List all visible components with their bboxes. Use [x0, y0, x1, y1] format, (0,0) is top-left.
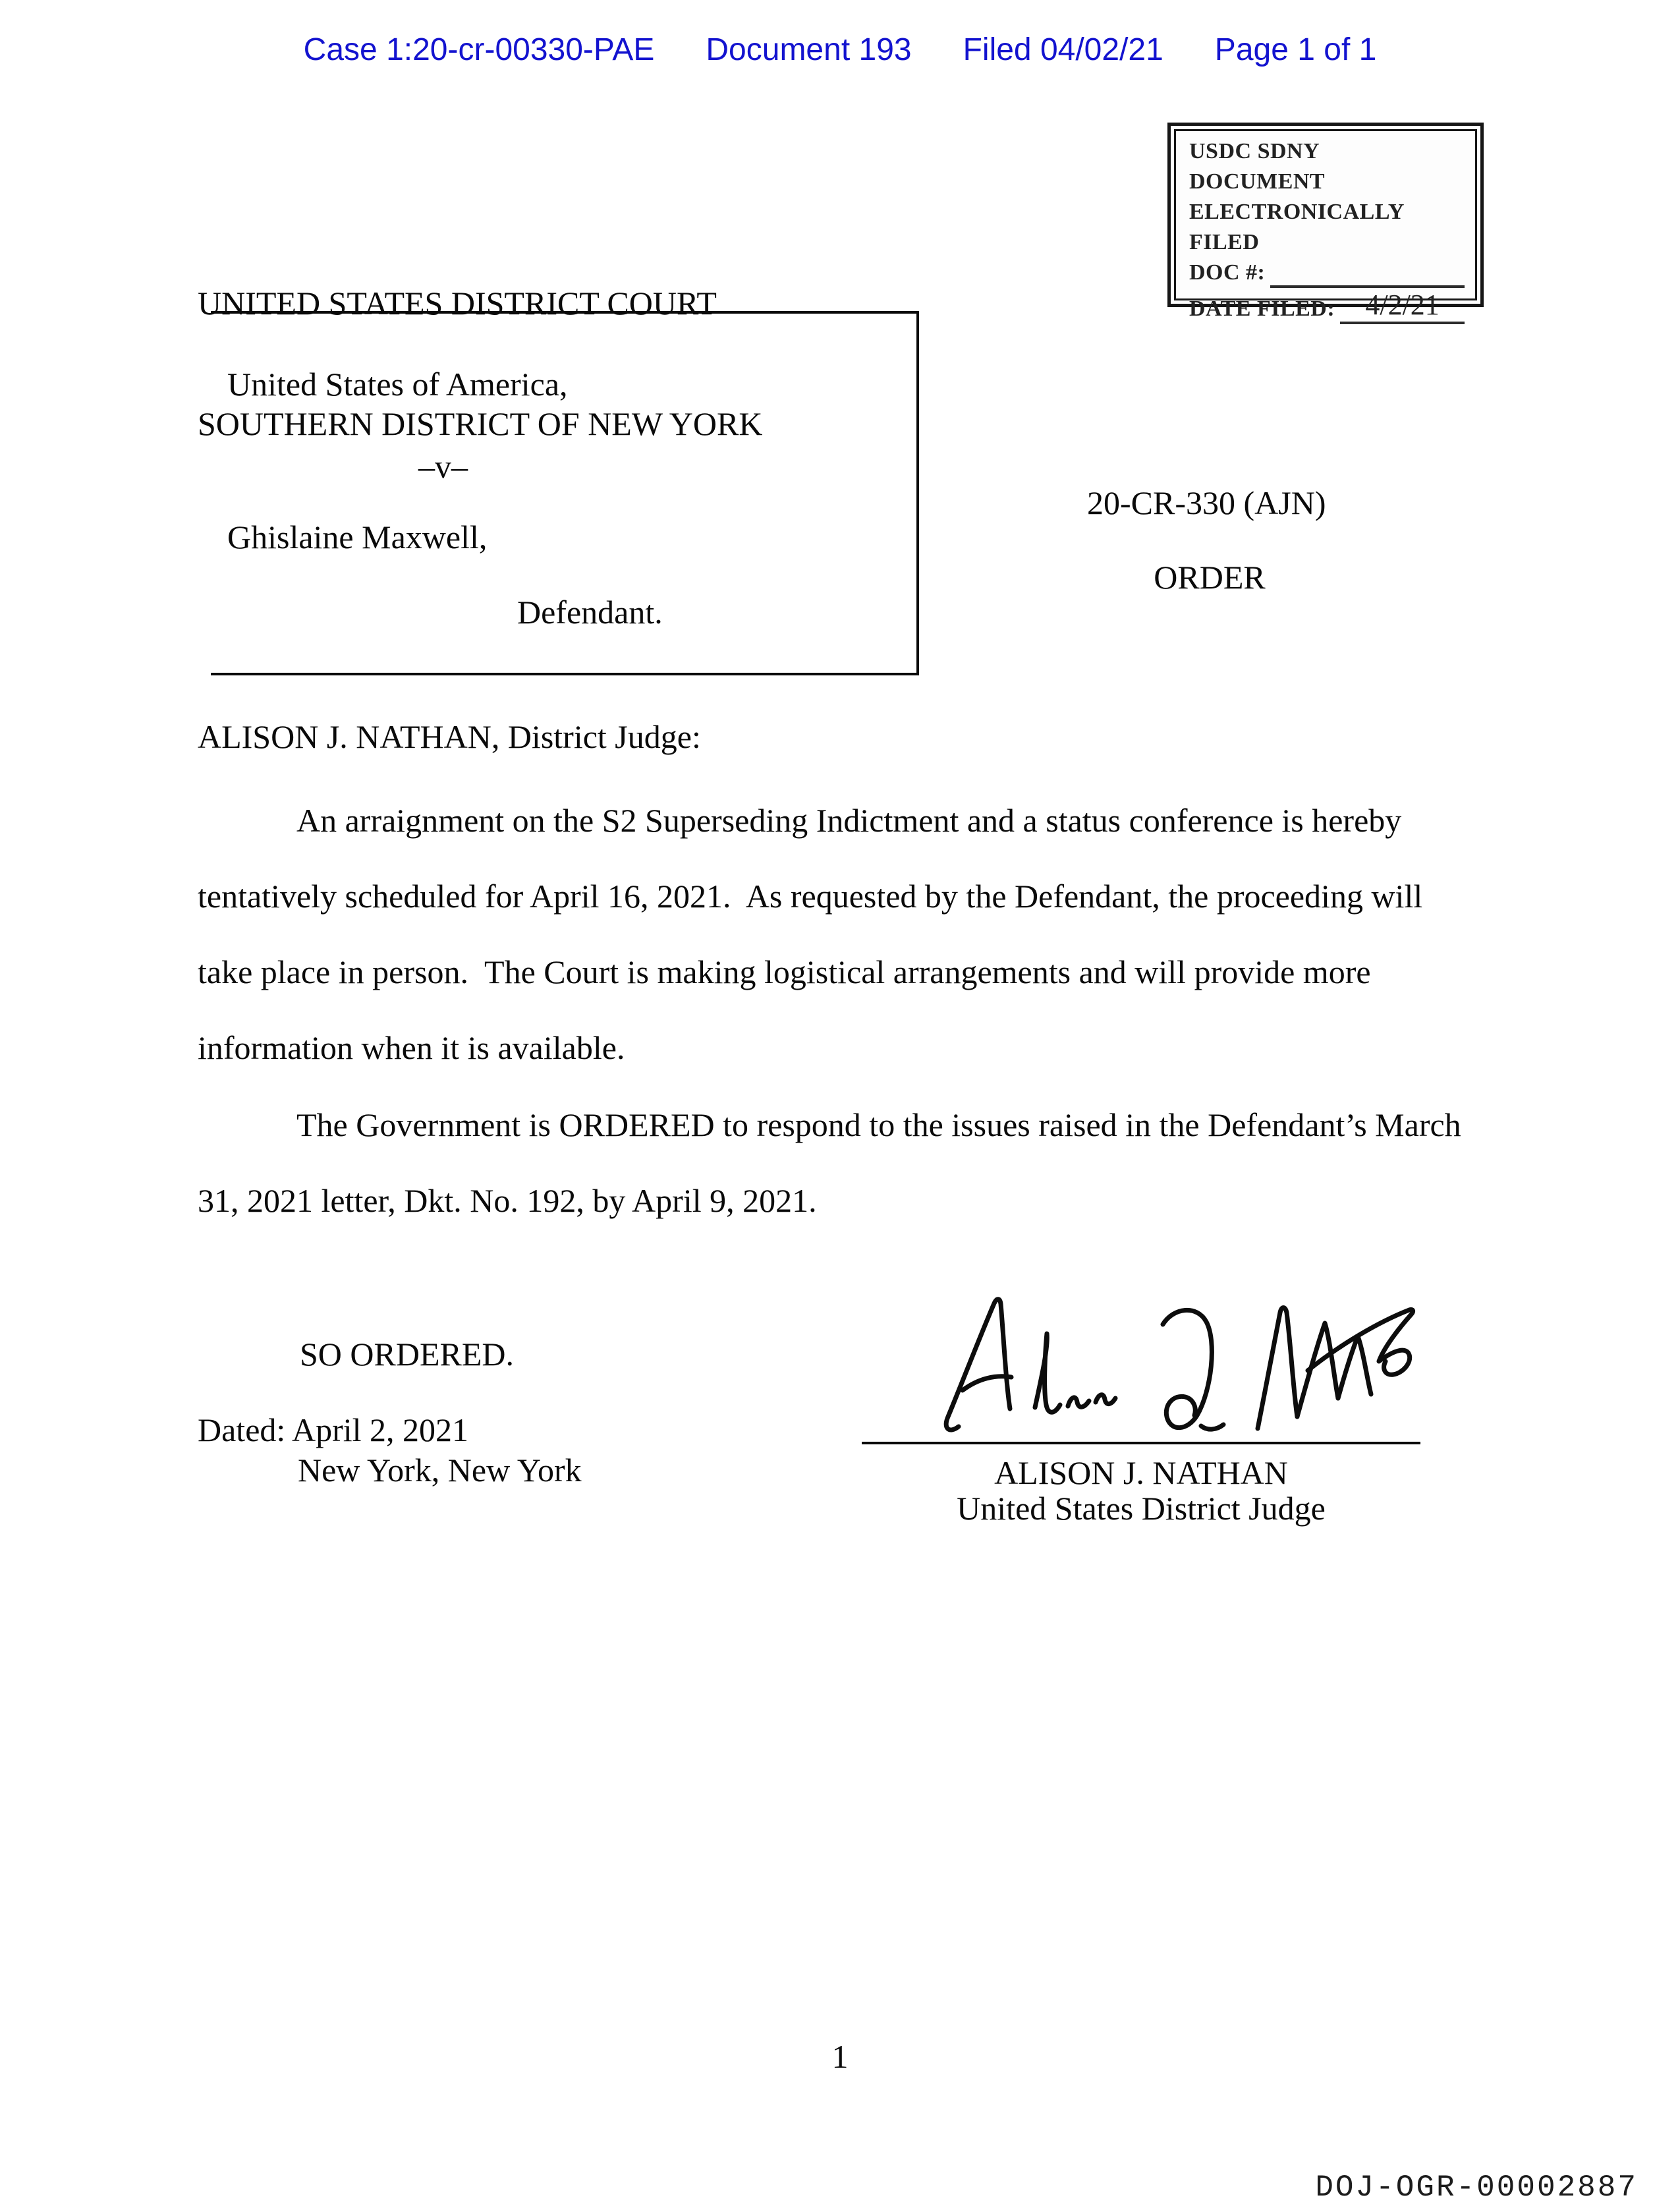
so-ordered-line: SO ORDERED. — [300, 1336, 515, 1373]
stamp-electronically-filed: ELECTRONICALLY FILED — [1189, 200, 1404, 254]
caption-versus: –v– — [418, 448, 468, 485]
judge-intro-line: ALISON J. NATHAN, District Judge: — [198, 718, 701, 755]
stamp-document: DOCUMENT — [1189, 169, 1326, 194]
caption-defendant-label: Defendant. — [517, 594, 663, 631]
ecf-header — [0, 33, 1680, 67]
judge-signature — [939, 1278, 1420, 1446]
body-line: take place in person. The Court is making logistical arrangements and will provide more — [198, 953, 1371, 990]
signature-rule — [862, 1442, 1420, 1444]
ecf-page-count: Page 1 of 1 — [1214, 32, 1377, 67]
ecf-document-number: Document 193 — [706, 32, 912, 67]
dated-place-line: New York, New York — [298, 1452, 582, 1489]
body-line: The Government is ORDERED to respond to the issues raised in the Defendant’s March — [296, 1106, 1461, 1143]
efiling-stamp — [1167, 123, 1484, 321]
stamp-doc-row — [1189, 258, 1465, 288]
caption-box — [211, 311, 919, 675]
case-number: 20-CR-330 (AJN) — [1087, 484, 1326, 521]
ecf-case-number: Case 1:20-cr-00330-PAE — [303, 32, 655, 67]
caption-defendant-name: Ghislaine Maxwell, — [227, 519, 488, 555]
body-line: An arraignment on the S2 Superseding Indictment and a status conference is hereby — [296, 802, 1402, 839]
court-district: SOUTHERN DISTRICT OF NEW YORK — [198, 405, 763, 442]
judge-title: United States District Judge — [957, 1490, 1326, 1527]
page-number: 1 — [831, 2038, 849, 2075]
court-name: UNITED STATES DISTRICT COURT — [198, 285, 717, 322]
stamp-doc-blank-line — [1270, 263, 1465, 288]
stamp-date-line — [1340, 288, 1465, 324]
stamp-date-label: DATE FILED: — [1189, 297, 1335, 321]
stamp-court: USDC SDNY — [1189, 139, 1320, 163]
efiling-stamp-inner — [1174, 129, 1477, 321]
body-line: information when it is available. — [198, 1029, 625, 1066]
dated-block — [198, 1410, 582, 1490]
ecf-filed-date: Filed 04/02/21 — [963, 32, 1163, 67]
body-line: tentatively scheduled for April 16, 2021. As requested by the Defendant, the proceeding will — [198, 878, 1423, 915]
judge-name: ALISON J. NATHAN — [994, 1454, 1288, 1491]
stamp-doc-label: DOC #: — [1189, 260, 1266, 285]
stamp-date-row — [1189, 288, 1465, 324]
order-paragraph-2 — [198, 1087, 1461, 1239]
stamp-date-value: 4/2/21 — [1365, 289, 1440, 321]
body-line: 31, 2021 letter, Dkt. No. 192, by April 9, 2021. — [198, 1182, 817, 1219]
order-title: ORDER — [1154, 559, 1266, 596]
bates-number: DOJ-OGR-00002887 — [1315, 2170, 1638, 2205]
order-paragraph-1 — [198, 783, 1422, 1086]
dated-line: Dated: April 2, 2021 — [198, 1411, 469, 1448]
caption-plaintiff: United States of America, — [227, 366, 568, 403]
